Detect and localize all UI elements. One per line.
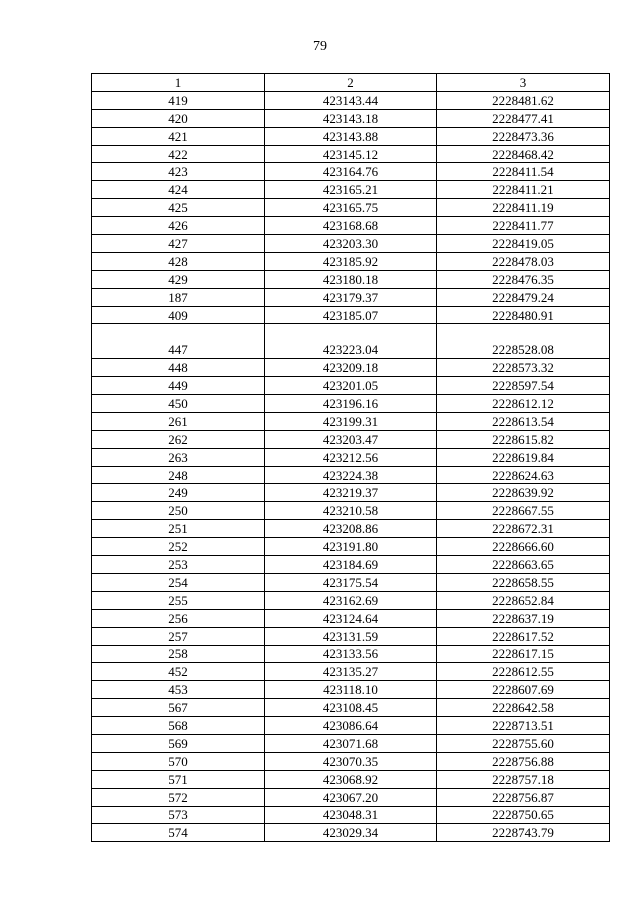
x-coordinate-cell: 423191.80: [265, 538, 437, 556]
point-number-cell: 258: [92, 645, 265, 663]
point-number-cell: 425: [92, 199, 265, 217]
y-coordinate-cell: 2228713.51: [437, 717, 610, 735]
y-coordinate-cell: 2228639.92: [437, 484, 610, 502]
x-coordinate-cell: 423224.38: [265, 466, 437, 484]
table-row: [92, 306, 610, 324]
point-number-cell: 262: [92, 430, 265, 448]
point-number-cell: 450: [92, 395, 265, 413]
table-row: [92, 377, 610, 395]
table-row: [92, 770, 610, 788]
x-coordinate-cell: 423199.31: [265, 412, 437, 430]
x-coordinate-cell: 423179.37: [265, 288, 437, 306]
point-number-cell: 255: [92, 591, 265, 609]
table-row: [92, 538, 610, 556]
point-number-cell: [92, 324, 265, 341]
y-coordinate-cell: 2228468.42: [437, 145, 610, 163]
x-coordinate-cell: 423029.34: [265, 824, 437, 842]
table-row: [92, 217, 610, 235]
table-row: [92, 430, 610, 448]
y-coordinate-cell: 2228476.35: [437, 270, 610, 288]
point-number-cell: 568: [92, 717, 265, 735]
table-row: [92, 127, 610, 145]
point-number-cell: 573: [92, 806, 265, 824]
y-coordinate-cell: 2228477.41: [437, 109, 610, 127]
y-coordinate-cell: 2228658.55: [437, 573, 610, 591]
x-coordinate-cell: 423203.47: [265, 430, 437, 448]
y-coordinate-cell: 2228481.62: [437, 91, 610, 109]
point-number-cell: 429: [92, 270, 265, 288]
point-number-cell: 570: [92, 752, 265, 770]
x-coordinate-cell: 423185.92: [265, 252, 437, 270]
x-coordinate-cell: 423184.69: [265, 556, 437, 574]
x-coordinate-cell: 423133.56: [265, 645, 437, 663]
y-coordinate-cell: 2228755.60: [437, 734, 610, 752]
table-row: [92, 270, 610, 288]
point-number-cell: 254: [92, 573, 265, 591]
x-coordinate-cell: 423162.69: [265, 591, 437, 609]
y-coordinate-cell: 2228652.84: [437, 591, 610, 609]
y-coordinate-cell: 2228617.52: [437, 627, 610, 645]
y-coordinate-cell: 2228667.55: [437, 502, 610, 520]
point-number-cell: 448: [92, 359, 265, 377]
x-coordinate-cell: 423212.56: [265, 448, 437, 466]
table-row: [92, 645, 610, 663]
table-row: [92, 145, 610, 163]
point-number-cell: 261: [92, 412, 265, 430]
table-row: [92, 663, 610, 681]
y-coordinate-cell: 2228663.65: [437, 556, 610, 574]
y-coordinate-cell: 2228411.21: [437, 181, 610, 199]
table-body: [92, 91, 610, 841]
x-coordinate-cell: 423175.54: [265, 573, 437, 591]
point-number-cell: 452: [92, 663, 265, 681]
x-coordinate-cell: 423048.31: [265, 806, 437, 824]
page-number: 79: [313, 39, 327, 54]
point-number-cell: 256: [92, 609, 265, 627]
point-number-cell: 422: [92, 145, 265, 163]
point-number-cell: 419: [92, 91, 265, 109]
table-row: [92, 163, 610, 181]
table-row: [92, 109, 610, 127]
x-coordinate-cell: 423164.76: [265, 163, 437, 181]
table-row: [92, 609, 610, 627]
x-coordinate-cell: 423131.59: [265, 627, 437, 645]
table-row: [92, 591, 610, 609]
y-coordinate-cell: 2228480.91: [437, 306, 610, 324]
x-coordinate-cell: 423143.88: [265, 127, 437, 145]
y-coordinate-cell: 2228597.54: [437, 377, 610, 395]
x-coordinate-cell: 423201.05: [265, 377, 437, 395]
y-coordinate-cell: 2228624.63: [437, 466, 610, 484]
table-row: [92, 752, 610, 770]
x-coordinate-cell: 423223.04: [265, 341, 437, 358]
x-coordinate-cell: [265, 324, 437, 341]
table-row: [92, 734, 610, 752]
table-row: [92, 681, 610, 699]
point-number-cell: 421: [92, 127, 265, 145]
y-coordinate-cell: 2228666.60: [437, 538, 610, 556]
table-row: [92, 806, 610, 824]
x-coordinate-cell: 423135.27: [265, 663, 437, 681]
table-row: [92, 288, 610, 306]
table-row: [92, 502, 610, 520]
table-row: [92, 824, 610, 842]
point-number-cell: 424: [92, 181, 265, 199]
x-coordinate-cell: 423068.92: [265, 770, 437, 788]
y-coordinate-cell: 2228619.84: [437, 448, 610, 466]
point-number-cell: 249: [92, 484, 265, 502]
y-coordinate-cell: 2228637.19: [437, 609, 610, 627]
point-number-cell: 569: [92, 734, 265, 752]
point-number-cell: 187: [92, 288, 265, 306]
y-coordinate-cell: 2228750.65: [437, 806, 610, 824]
x-coordinate-cell: 423067.20: [265, 788, 437, 806]
x-coordinate-cell: 423108.45: [265, 699, 437, 717]
x-coordinate-cell: 423203.30: [265, 235, 437, 253]
y-coordinate-cell: [437, 324, 610, 341]
point-number-cell: 567: [92, 699, 265, 717]
point-number-cell: 572: [92, 788, 265, 806]
x-coordinate-cell: 423143.44: [265, 91, 437, 109]
y-coordinate-cell: 2228528.08: [437, 341, 610, 358]
y-coordinate-cell: 2228419.05: [437, 235, 610, 253]
y-coordinate-cell: 2228411.77: [437, 217, 610, 235]
point-number-cell: 263: [92, 448, 265, 466]
column-header-1: 1: [92, 74, 265, 92]
y-coordinate-cell: 2228617.15: [437, 645, 610, 663]
table-row: [92, 235, 610, 253]
x-coordinate-cell: 423210.58: [265, 502, 437, 520]
x-coordinate-cell: 423086.64: [265, 717, 437, 735]
table-header: [92, 74, 610, 92]
table-row: [92, 627, 610, 645]
point-number-cell: 423: [92, 163, 265, 181]
table-row: [92, 788, 610, 806]
table-row: [92, 412, 610, 430]
coordinates-table: [91, 73, 610, 842]
y-coordinate-cell: 2228743.79: [437, 824, 610, 842]
x-coordinate-cell: 423165.21: [265, 181, 437, 199]
table-row: [92, 556, 610, 574]
y-coordinate-cell: 2228573.32: [437, 359, 610, 377]
y-coordinate-cell: 2228411.19: [437, 199, 610, 217]
x-coordinate-cell: 423185.07: [265, 306, 437, 324]
y-coordinate-cell: 2228478.03: [437, 252, 610, 270]
x-coordinate-cell: 423196.16: [265, 395, 437, 413]
table-row: [92, 466, 610, 484]
table-row: [92, 520, 610, 538]
x-coordinate-cell: 423143.18: [265, 109, 437, 127]
y-coordinate-cell: 2228612.12: [437, 395, 610, 413]
x-coordinate-cell: 423209.18: [265, 359, 437, 377]
point-number-cell: 427: [92, 235, 265, 253]
point-number-cell: 248: [92, 466, 265, 484]
point-number-cell: 574: [92, 824, 265, 842]
x-coordinate-cell: 423124.64: [265, 609, 437, 627]
y-coordinate-cell: 2228613.54: [437, 412, 610, 430]
column-header-2: 2: [265, 74, 437, 92]
table-row: [92, 484, 610, 502]
point-number-cell: 428: [92, 252, 265, 270]
table-header-row: [92, 74, 610, 92]
x-coordinate-cell: 423165.75: [265, 199, 437, 217]
point-number-cell: 251: [92, 520, 265, 538]
point-number-cell: 420: [92, 109, 265, 127]
table-row: [92, 91, 610, 109]
point-number-cell: 257: [92, 627, 265, 645]
table-row: [92, 699, 610, 717]
x-coordinate-cell: 423071.68: [265, 734, 437, 752]
y-coordinate-cell: 2228411.54: [437, 163, 610, 181]
y-coordinate-cell: 2228672.31: [437, 520, 610, 538]
point-number-cell: 447: [92, 341, 265, 358]
x-coordinate-cell: 423145.12: [265, 145, 437, 163]
y-coordinate-cell: 2228642.58: [437, 699, 610, 717]
point-number-cell: 449: [92, 377, 265, 395]
table-row: [92, 252, 610, 270]
table-row: [92, 324, 610, 341]
table-row: [92, 448, 610, 466]
table-row: [92, 395, 610, 413]
table-row: [92, 359, 610, 377]
point-number-cell: 571: [92, 770, 265, 788]
table-row: [92, 199, 610, 217]
x-coordinate-cell: 423208.86: [265, 520, 437, 538]
table-row: [92, 573, 610, 591]
y-coordinate-cell: 2228757.18: [437, 770, 610, 788]
y-coordinate-cell: 2228756.88: [437, 752, 610, 770]
y-coordinate-cell: 2228607.69: [437, 681, 610, 699]
x-coordinate-cell: 423219.37: [265, 484, 437, 502]
point-number-cell: 426: [92, 217, 265, 235]
point-number-cell: 453: [92, 681, 265, 699]
y-coordinate-cell: 2228479.24: [437, 288, 610, 306]
table-row: [92, 181, 610, 199]
column-header-3: 3: [437, 74, 610, 92]
y-coordinate-cell: 2228615.82: [437, 430, 610, 448]
y-coordinate-cell: 2228612.55: [437, 663, 610, 681]
x-coordinate-cell: 423180.18: [265, 270, 437, 288]
y-coordinate-cell: 2228473.36: [437, 127, 610, 145]
point-number-cell: 253: [92, 556, 265, 574]
x-coordinate-cell: 423118.10: [265, 681, 437, 699]
y-coordinate-cell: 2228756.87: [437, 788, 610, 806]
point-number-cell: 252: [92, 538, 265, 556]
point-number-cell: 409: [92, 306, 265, 324]
x-coordinate-cell: 423168.68: [265, 217, 437, 235]
x-coordinate-cell: 423070.35: [265, 752, 437, 770]
point-number-cell: 250: [92, 502, 265, 520]
table-row: [92, 341, 610, 358]
table-row: [92, 717, 610, 735]
